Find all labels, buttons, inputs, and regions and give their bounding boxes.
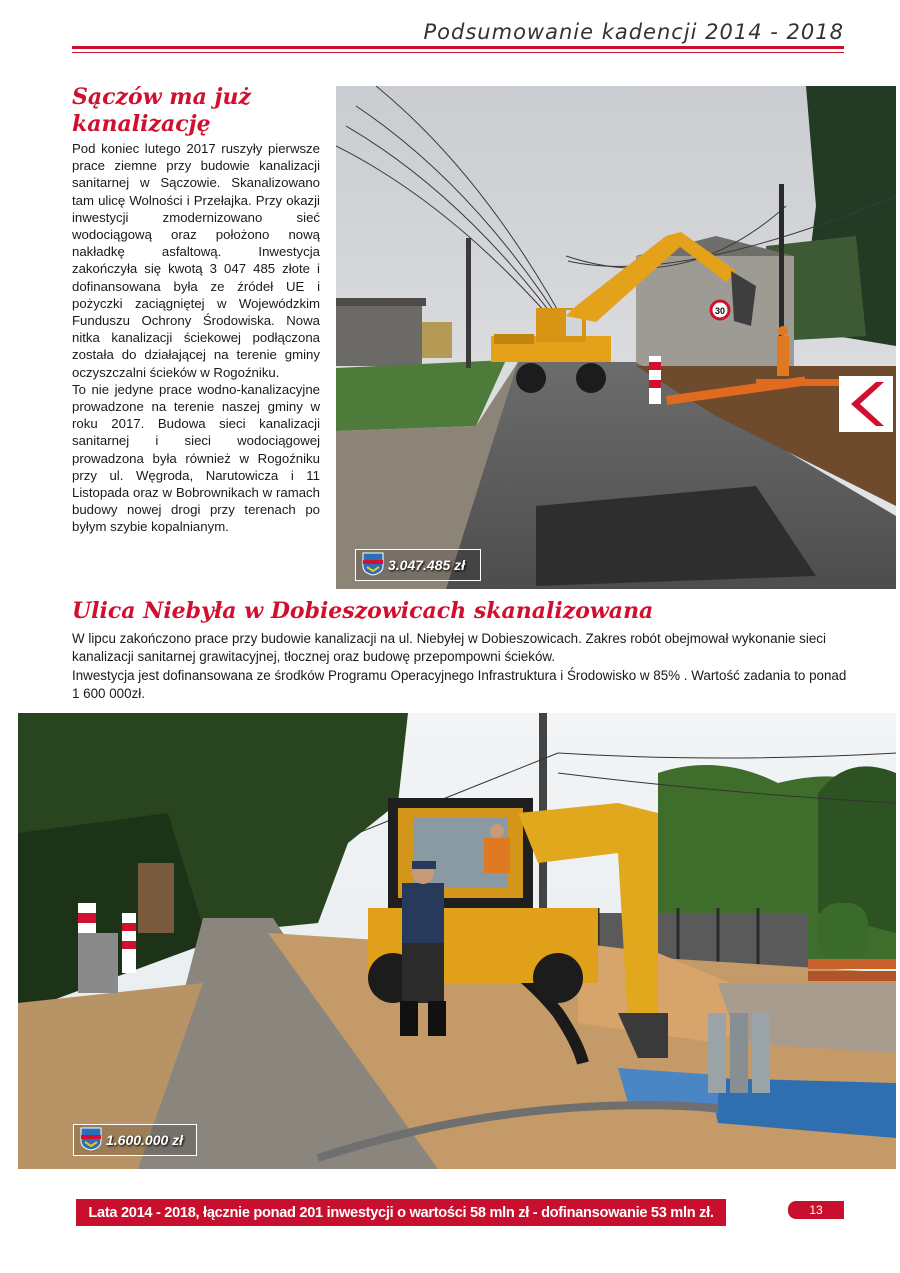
article2-body <box>72 630 847 703</box>
investment-value-badge <box>355 549 481 581</box>
photo-illustration <box>18 713 896 1169</box>
photo-illustration <box>336 86 896 589</box>
investment-value-badge <box>73 1124 197 1156</box>
crest-icon <box>362 552 384 579</box>
header-title: Podsumowanie kadencji 2014 - 2018 <box>423 20 844 44</box>
article2-heading: Ulica Niebyła w Dobieszowicach skanalizowana <box>72 598 654 624</box>
footer-banner: Lata 2014 - 2018, łącznie ponad 201 inwestycji o wartości 58 mln zł - dofinansowanie 53 mln zł. <box>76 1199 726 1226</box>
excavator-photo-dobieszowice <box>18 713 896 1169</box>
article1-body <box>72 140 320 536</box>
crest-icon <box>80 1127 102 1154</box>
article2-paragraph: Inwestycja jest dofinansowana ze środków Programu Operacyjnego Infrastruktura i Środowisko w 85% . Wartość zadania to ponad 1 600 000zł. <box>72 667 847 701</box>
speed-limit-sign-text: 30 <box>714 306 726 316</box>
article2-paragraph: W lipcu zakończono prace przy budowie kanalizacji na ul. Niebyłej w Dobieszowicach. Zakres robót obejmował wykonanie sieci kanalizacji sanitarnej grawitacyjnej, tłocznej oraz budowę przepompowni ścieków. <box>72 631 826 665</box>
investment-value-text: 3.047.485 zł <box>388 557 466 573</box>
header-rule <box>72 46 844 49</box>
header-rule-thin <box>72 52 844 53</box>
article1-heading: Sączów ma już kanalizację <box>72 84 251 137</box>
article1-paragraph: To nie jedyne prace wodno-kanalizacyjne prowadzone na terenie naszej gminy w roku 2017. Budowa sieci kanalizacji sanitarnej i sieci wodociągowej prowadzona była również w Rogoźniku przy ul. Węgroda, Narutowicza i 11 Listopada oraz w Bobrownikach w ramach budowy nowej drogi przy terenach po byłym szybie kopalnianym. <box>72 381 320 535</box>
article1-paragraph: Pod koniec lutego 2017 ruszyły pierwsze prace ziemne przy budowie kanalizacji sanitarnej w Sączowie. Skanalizowano tam ulicę Wolności i Przełajka. Przy okazji inwestycji zmodernizowano sieć wodociągową oraz położono nową nakładkę asfaltową. Inwestycja zakończyła się kwotą 3 047 485 złote i dofinansowana była ze źródeł UE i pożyczki zaciągniętej w Wojewódzkim Funduszu Ochrony Środowiska. Nowa nitka kanalizacji ściekowej podłączona została do działającej na terenie gminy oczyszczalni ścieków w Rogoźniku. <box>72 141 320 380</box>
excavator-photo-saczow <box>336 86 896 589</box>
page-number: 13 <box>788 1201 844 1219</box>
investment-value-text: 1.600.000 zł <box>106 1132 184 1148</box>
